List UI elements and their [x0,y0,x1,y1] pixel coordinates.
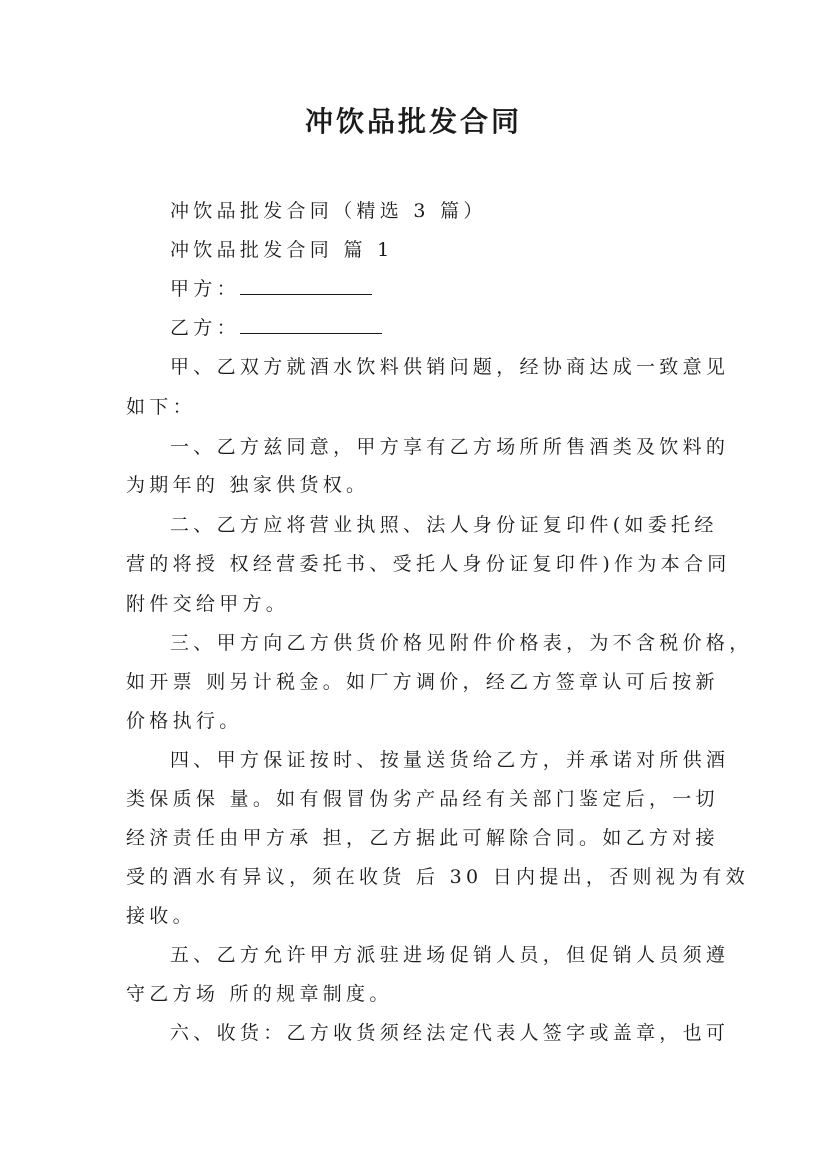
subtitle-line: 冲饮品批发合同（精选 3 篇） [170,200,487,222]
party-a-line [170,270,750,308]
paragraph-line: 如下： [126,396,196,418]
paragraph-line: 守乙方场 所的规章制度。 [126,983,393,1005]
paragraph-line: 类保质保 量。如有假冒伪劣产品经有关部门鉴定后，一切 [126,788,719,810]
section-heading: 冲饮品批发合同 篇 1 [170,239,394,261]
paragraph-line: 二、乙方应将营业执照、法人身份证复印件(如委托经 [170,514,718,536]
paragraph-line: 六、收货：乙方收货须经法定代表人签字或盖章，也可 [170,1022,730,1044]
party-b-label: 乙方： [170,317,240,339]
paragraph-line: 附件交给甲方。 [126,593,290,615]
party-a-label: 甲方： [170,278,240,300]
document-title: 冲饮品批发合同 [304,105,522,138]
paragraph-line: 三、甲方向乙方供货价格见附件价格表，为不含税价格， [170,632,753,654]
paragraph-line: 如开票 则另计税金。如厂方调价，经乙方签章认可后按新 [126,671,719,693]
paragraph-line: 价格执行。 [126,710,243,732]
party-b-blank [240,311,382,334]
paragraph-line: 为期年的 独家供货权。 [126,474,370,496]
paragraph-line: 受的酒水有异议，须在收货 后 30 日内提出，否则视为有效 [126,866,749,888]
paragraph-line: 四、甲方保证按时、按量送货给乙方，并承诺对所供酒 [170,749,730,771]
paragraph-line: 一、乙方兹同意，甲方享有乙方场所所售酒类及饮料的 [170,436,730,458]
party-a-blank [240,272,372,295]
paragraph-line: 接收。 [126,905,196,927]
paragraph-line: 营的将授 权经营委托书、受托人身份证复印件)作为本合同 [126,553,731,575]
paragraph-line: 经济责任由甲方承 担，乙方据此可解除合同。如乙方对接 [126,827,719,849]
party-b-line [170,309,750,347]
paragraph-line: 甲、乙双方就酒水饮料供销问题，经协商达成一致意见 [170,356,730,378]
paragraph-line: 五、乙方允许甲方派驻进场促销人员，但促销人员须遵 [170,944,730,966]
